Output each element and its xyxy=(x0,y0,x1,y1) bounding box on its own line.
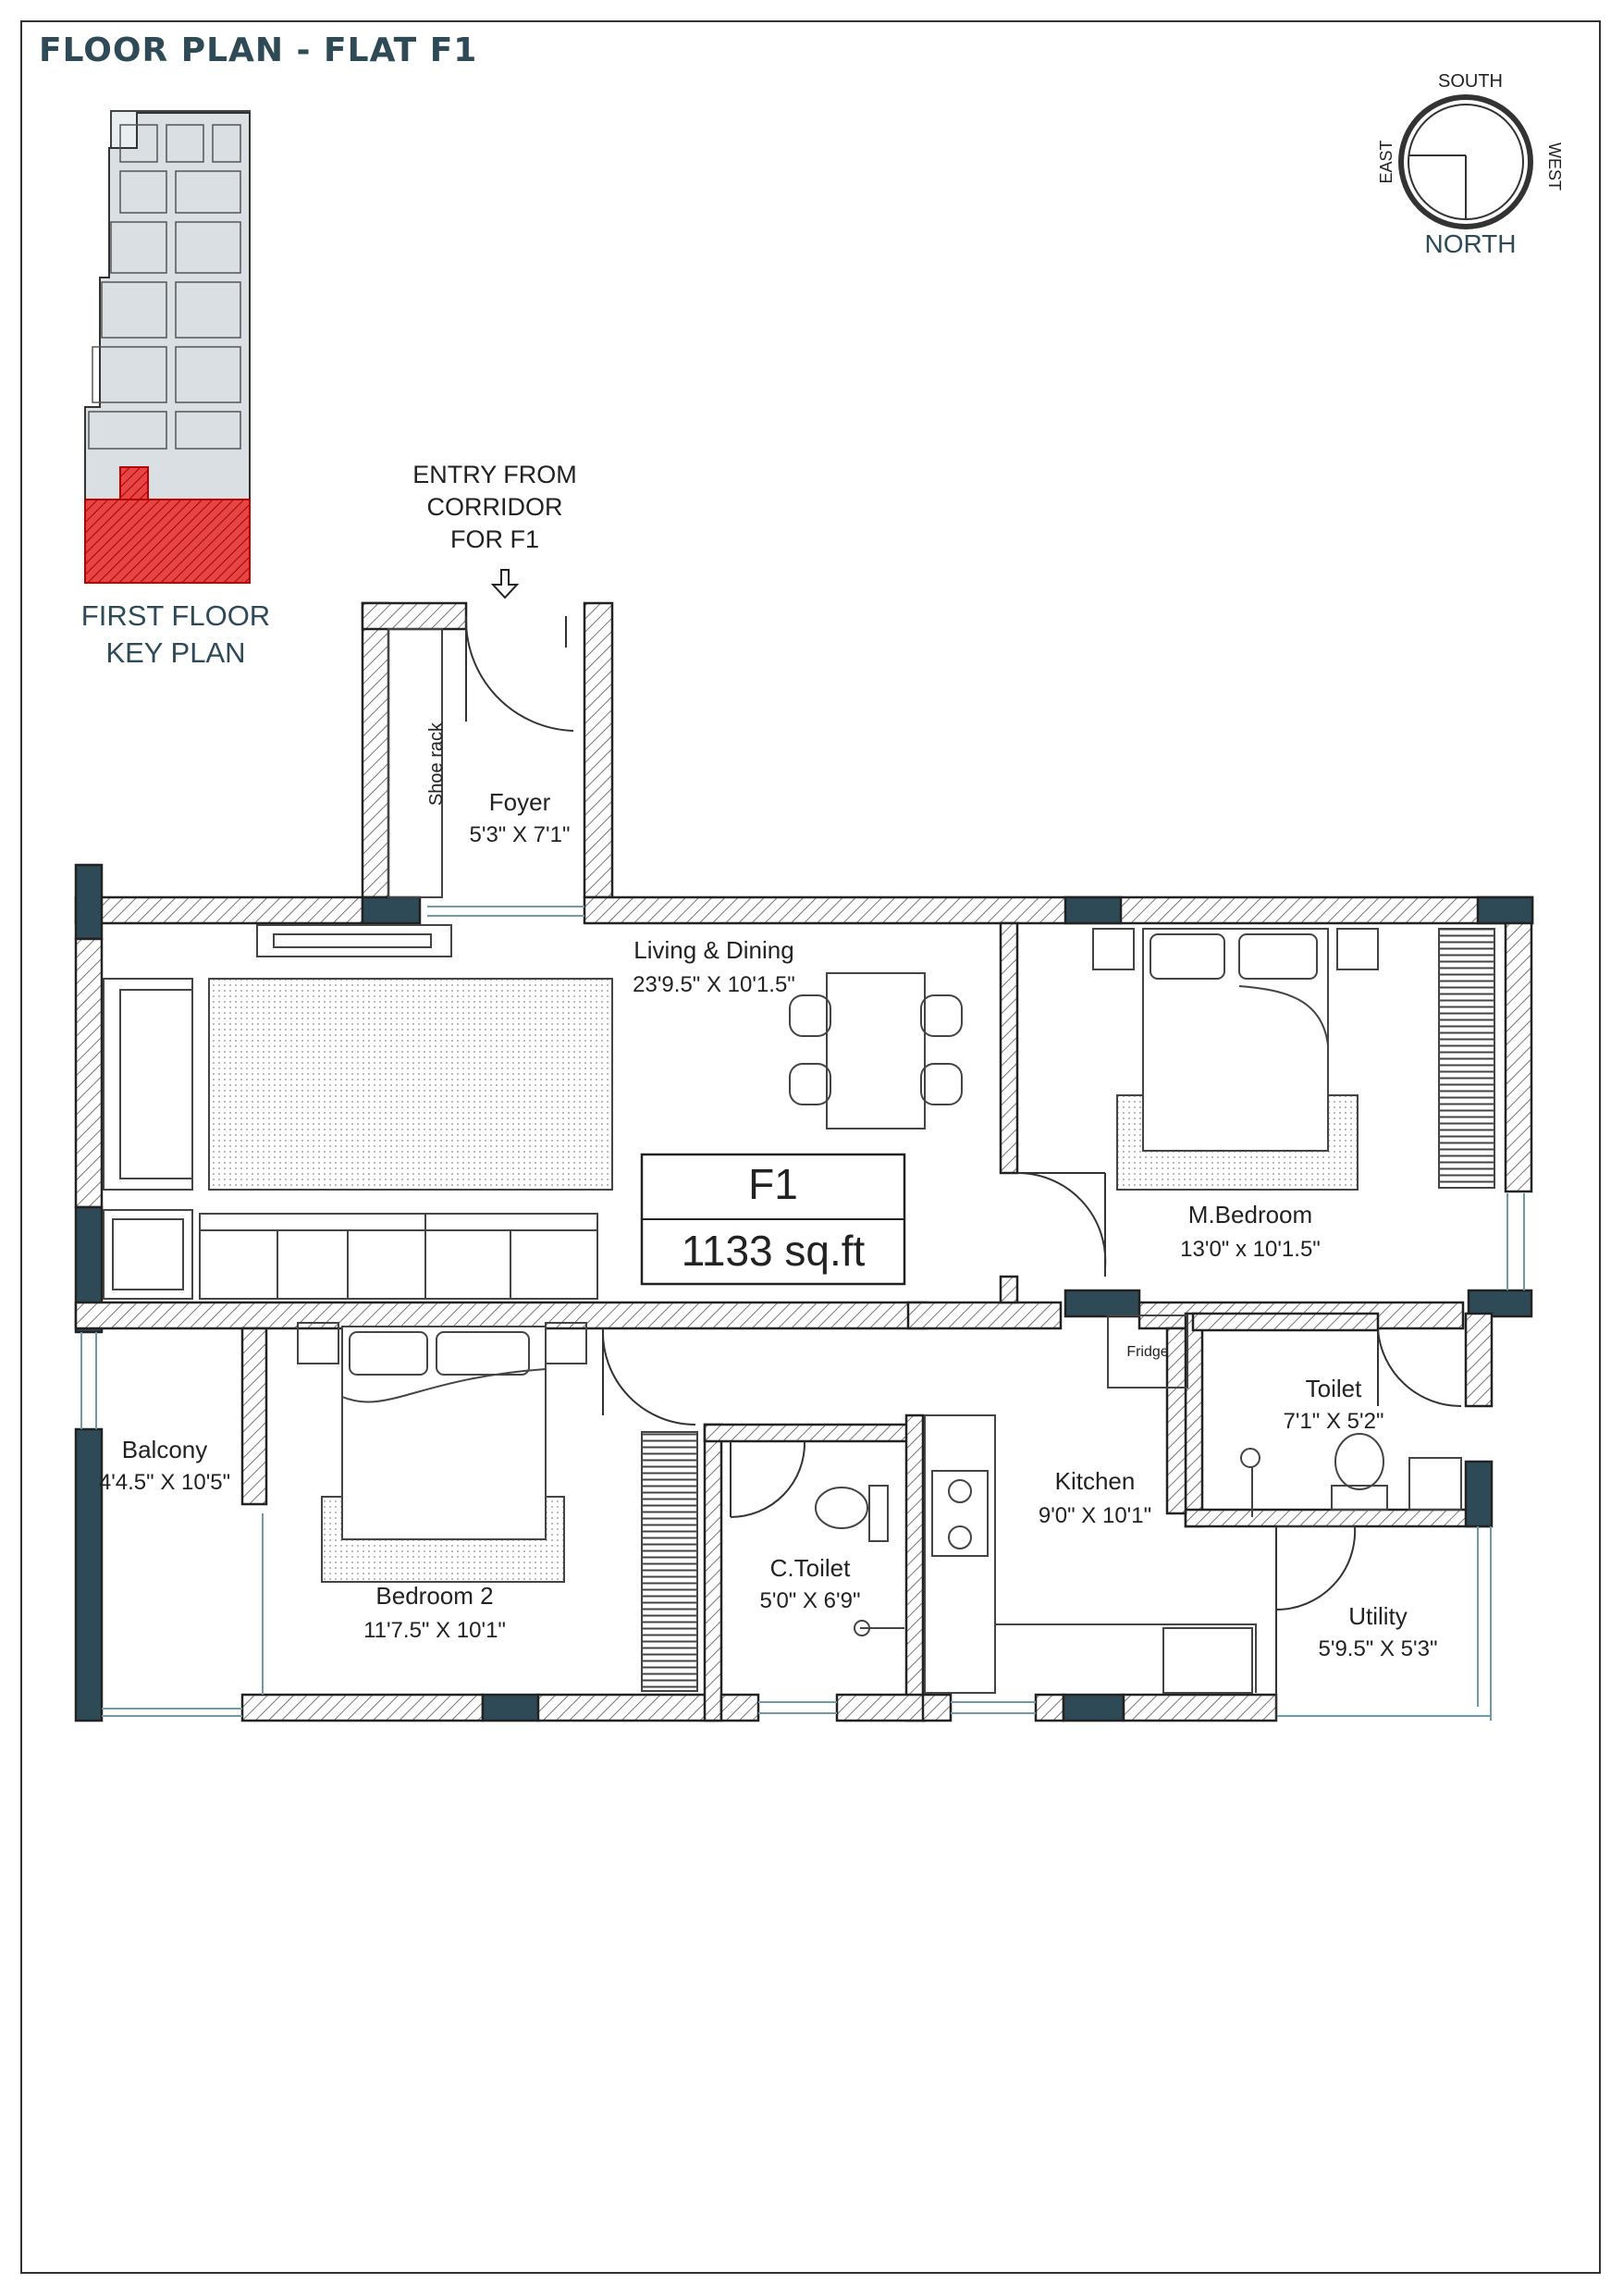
bedroom2-wardrobe xyxy=(642,1432,697,1691)
master-size: 13'0" x 10'1.5" xyxy=(1180,1237,1321,1262)
entry-line-3: FOR F1 xyxy=(449,525,539,553)
compass xyxy=(1377,71,1564,227)
key-plan-line-1: FIRST FLOOR xyxy=(80,599,271,632)
tv-unit xyxy=(257,925,451,957)
toilet-size: 7'1" X 5'2" xyxy=(1283,1409,1384,1434)
dining-table xyxy=(827,973,925,1129)
entry-arrow-icon xyxy=(493,570,517,598)
key-plan-line-2: KEY PLAN xyxy=(105,636,246,669)
bedroom2-size: 11'7.5" X 10'1" xyxy=(363,1618,506,1643)
ctoilet-label: C.Toilet xyxy=(769,1554,851,1582)
utility-size: 5'9.5" X 5'3" xyxy=(1318,1636,1438,1661)
master-wardrobe xyxy=(1439,929,1494,1188)
kitchen-size: 9'0" X 10'1" xyxy=(1038,1503,1152,1528)
compass-south-label: SOUTH xyxy=(1438,71,1503,92)
foyer-label: Foyer xyxy=(488,788,551,816)
compass-east-label: EAST xyxy=(1377,140,1396,184)
flat-area: 1133 sq.ft xyxy=(681,1227,866,1275)
master-label: M.Bedroom xyxy=(1187,1201,1313,1228)
compass-west-label: WEST xyxy=(1545,142,1564,191)
utility-label: Utility xyxy=(1348,1602,1408,1630)
sink xyxy=(1163,1628,1252,1693)
sofa xyxy=(104,979,192,1190)
fridge-label: Fridge xyxy=(1126,1344,1169,1360)
balcony-label: Balcony xyxy=(121,1436,208,1463)
entry-line-1: ENTRY FROM xyxy=(412,461,577,488)
flat-name: F1 xyxy=(748,1160,798,1208)
living-size: 23'9.5" X 10'1.5" xyxy=(633,972,795,997)
rug xyxy=(209,979,612,1190)
key-plan xyxy=(85,111,250,583)
hob xyxy=(932,1471,988,1556)
foyer-size: 5'3" X 7'1" xyxy=(469,822,571,847)
kitchen-label: Kitchen xyxy=(1054,1467,1136,1495)
page-title: FLOOR PLAN - FLAT F1 xyxy=(39,31,478,69)
area-box xyxy=(642,1154,904,1284)
sofa-bottom xyxy=(200,1214,597,1299)
toilet-label: Toilet xyxy=(1305,1375,1362,1402)
armchair xyxy=(104,1210,192,1299)
entry-line-2: CORRIDOR xyxy=(426,493,563,521)
shoe-rack-label: Shoe rack xyxy=(426,722,447,807)
bedroom2-label: Bedroom 2 xyxy=(375,1582,494,1610)
living-label: Living & Dining xyxy=(633,936,794,964)
ctoilet-size: 5'0" X 6'9" xyxy=(759,1588,861,1613)
compass-north-label: NORTH xyxy=(1424,229,1517,258)
balcony-size: 4'4.5" X 10'5" xyxy=(98,1470,231,1495)
kitchen-counter xyxy=(925,1415,995,1693)
